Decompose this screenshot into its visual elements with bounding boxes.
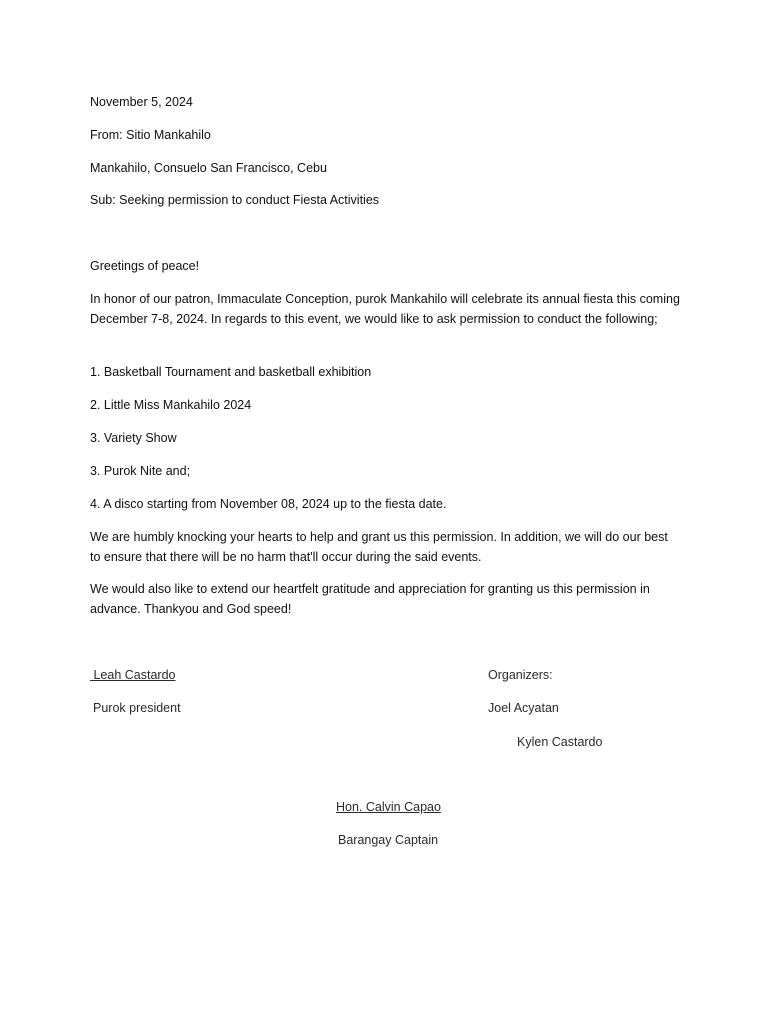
organizer-name: Joel Acyatan	[488, 701, 559, 715]
signatory-name-left: Leah Castardo	[90, 668, 176, 682]
organizer-name: Kylen Castardo	[517, 735, 603, 749]
list-item: 2. Little Miss Mankahilo 2024	[90, 398, 252, 412]
letter-address: Mankahilo, Consuelo San Francisco, Cebu	[90, 161, 327, 175]
signatory-title-left: Purok president	[93, 701, 181, 715]
letter-from: From: Sitio Mankahilo	[90, 128, 211, 142]
list-item: 3. Variety Show	[90, 431, 177, 445]
captain-title: Barangay Captain	[338, 833, 439, 847]
list-item: 1. Basketball Tournament and basketball exhibition	[90, 365, 372, 379]
thanks-paragraph: We would also like to extend our heartfelt gratitude and appreciation for granting us this permission in advance. Thankyou and God speed!	[90, 582, 650, 616]
organizers-label: Organizers:	[488, 668, 553, 682]
letter-subject: Sub: Seeking permission to conduct Fiesta Activities	[90, 193, 380, 207]
captain-name: Hon. Calvin Capao	[336, 800, 441, 814]
help-paragraph: We are humbly knocking your hearts to help and grant us this permission. In addition, we will do our best to ensure that there will be no harm that'll occur during the said events.	[90, 530, 668, 564]
list-item: 4. A disco starting from November 08, 2024 up to the fiesta date.	[90, 497, 447, 511]
list-item: 3. Purok Nite and;	[90, 464, 191, 478]
letter-date: November 5, 2024	[90, 95, 193, 109]
letter-greeting: Greetings of peace!	[90, 259, 200, 273]
intro-paragraph: In honor of our patron, Immaculate Conception, purok Mankahilo will celebrate its annual fiesta this coming December 7-8, 2024. In regards to this event, we would like to ask permission to conduct the following;	[90, 292, 680, 326]
